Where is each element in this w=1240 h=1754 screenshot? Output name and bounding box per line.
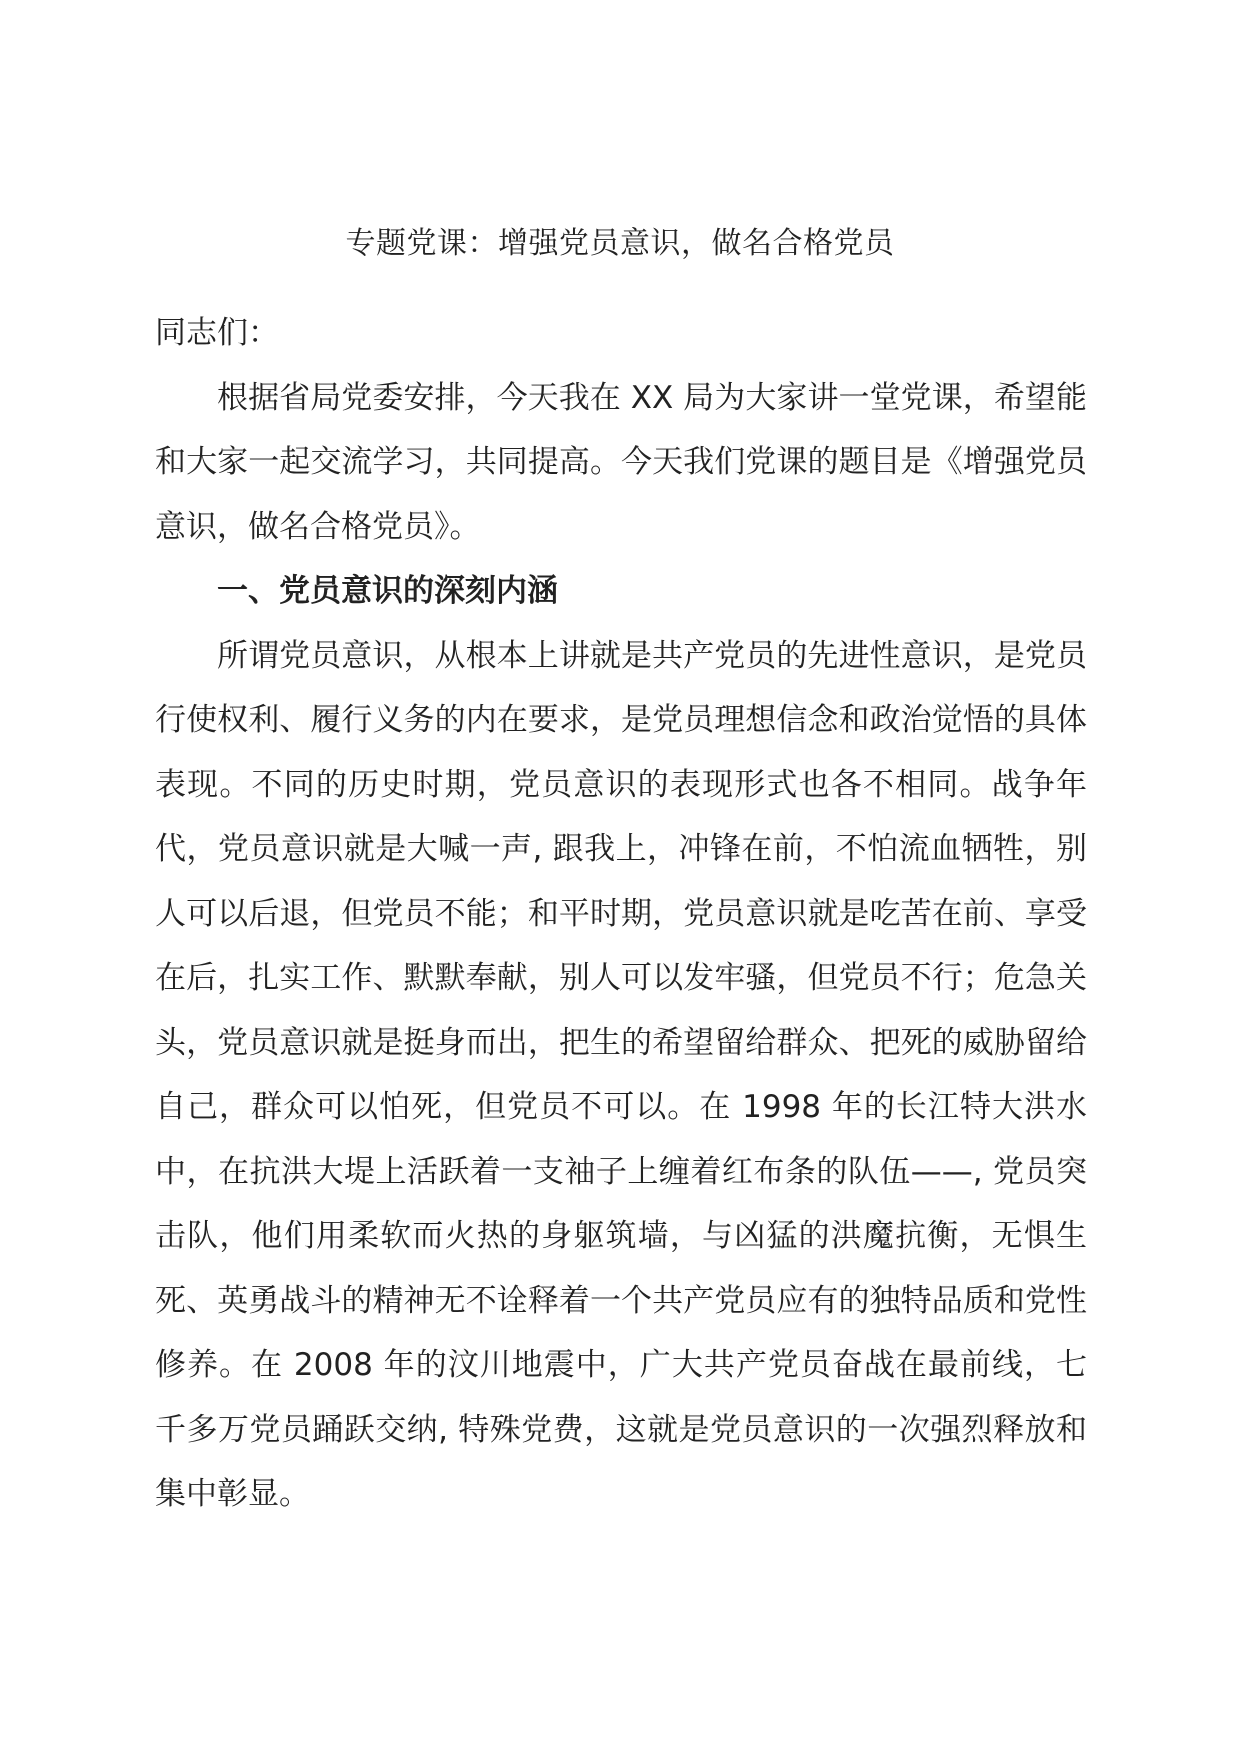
intro-paragraph: 根据省局党委安排，今天我在 XX 局为大家讲一堂党课，希望能和大家一起交流学习，共同提高。今天我们党课的题目是《增强党员意识，做名合格党员》。 [155,379,1087,545]
document-title: 专题党课：增强党员意识，做名合格党员 [345,226,895,261]
salutation: 同志们： [155,315,279,351]
section-heading: 一、党员意识的深刻内涵 [217,573,558,609]
section-paragraph: 所谓党员意识，从根本上讲就是共产党员的先进性意识，是党员行使权利、履行义务的内在要求，是党员理想信念和政治觉悟的具体表现。不同的历史时期，党员意识的表现形式也各不相同。战争年代，党员意识就是大喊一声, 跟我上，冲锋在前，不怕流血牺牲，别人可以后退，但党员不能；和平时期，党员意识就是吃苦在前、享受在后，扎实工作、默默奉献，别人可以发牢骚，但党员不行；危急关头，党员意识就是挺身而出，把生的希望留给群众、把死的威胁留给自己，群众可以怕死，但党员不可以。在 1998 年的长江特大洪水中，在抗洪大堤上活跃着一支袖子上缠着红布条的队伍——, 党员突击队，他们用柔软而火热的身躯筑墙，与凶猛的洪魔抗衡，无惧生死、英勇战斗的精神无不诠释着一个共产党员应有的独特品质和党性修养。在 2008 年的汶川地震中，广大共产党员奋战在最前线，七千多万党员踊跃交纳, 特殊党费，这就是党员意识的一次强烈释放和集中彰显。 [155,637,1087,1512]
document-body [155,301,1087,1527]
